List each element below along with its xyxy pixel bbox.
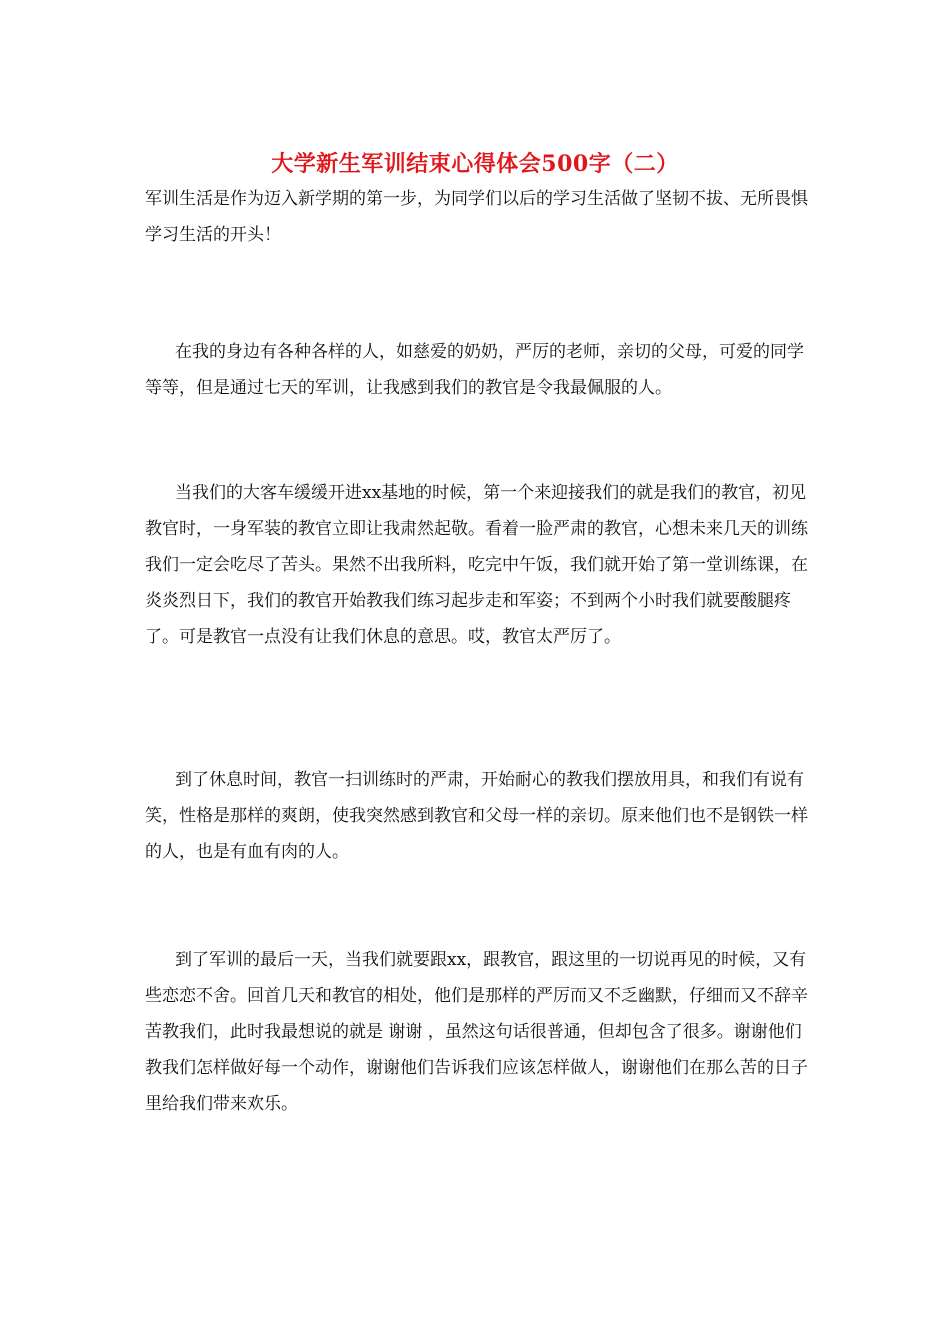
paragraph-people: 在我的身边有各种各样的人，如慈爱的奶奶，严厉的老师，亲切的父母，可爱的同学等等，但是通过七天的军训，让我感到我们的教官是令我最佩服的人。 — [145, 342, 804, 398]
paragraph-first-training: 当我们的大客车缓缓开进xx基地的时候，第一个来迎接我们的就是我们的教官，初见教官时，一身军装的教官立即让我肃然起敬。看着一脸严肃的教官，心想未来几天的训练我们一定会吃尽了苦头。果然不出我所料，吃完中午饭，我们就开始了第一堂训练课，在炎炎烈日下，我们的教官开始教我们练习起步走和军姿；不到两个小时我们就要酸腿疼了。可是教官一点没有让我们休息的意思。哎，教官太严厉了。 — [145, 483, 808, 647]
document-title: 大学新生军训结束心得体会500字（二） — [271, 151, 679, 177]
paragraph-last-day: 到了军训的最后一天，当我们就要跟xx，跟教官，跟这里的一切说再见的时候，又有些恋恋不舍。回首几天和教官的相处，他们是那样的严厉而又不乏幽默，仔细而又不辞辛苦教我们，此时我最想说的就是 谢谢 ，虽然这句话很普通，但却包含了很多。谢谢他们教我们怎样做好每一个动作，谢谢他们告诉我们应该怎样做人，谢谢他们在那么苦的日子里给我们带来欢乐。 — [145, 950, 808, 1114]
paragraph-intro: 军训生活是作为迈入新学期的第一步，为同学们以后的学习生活做了坚韧不拔、无所畏惧学习生活的开头！ — [145, 189, 808, 245]
paragraph-rest-time: 到了休息时间，教官一扫训练时的严肃，开始耐心的教我们摆放用具，和我们有说有笑，性格是那样的爽朗，使我突然感到教官和父母一样的亲切。原来他们也不是钢铁一样的人，也是有血有肉的人。 — [145, 770, 808, 862]
